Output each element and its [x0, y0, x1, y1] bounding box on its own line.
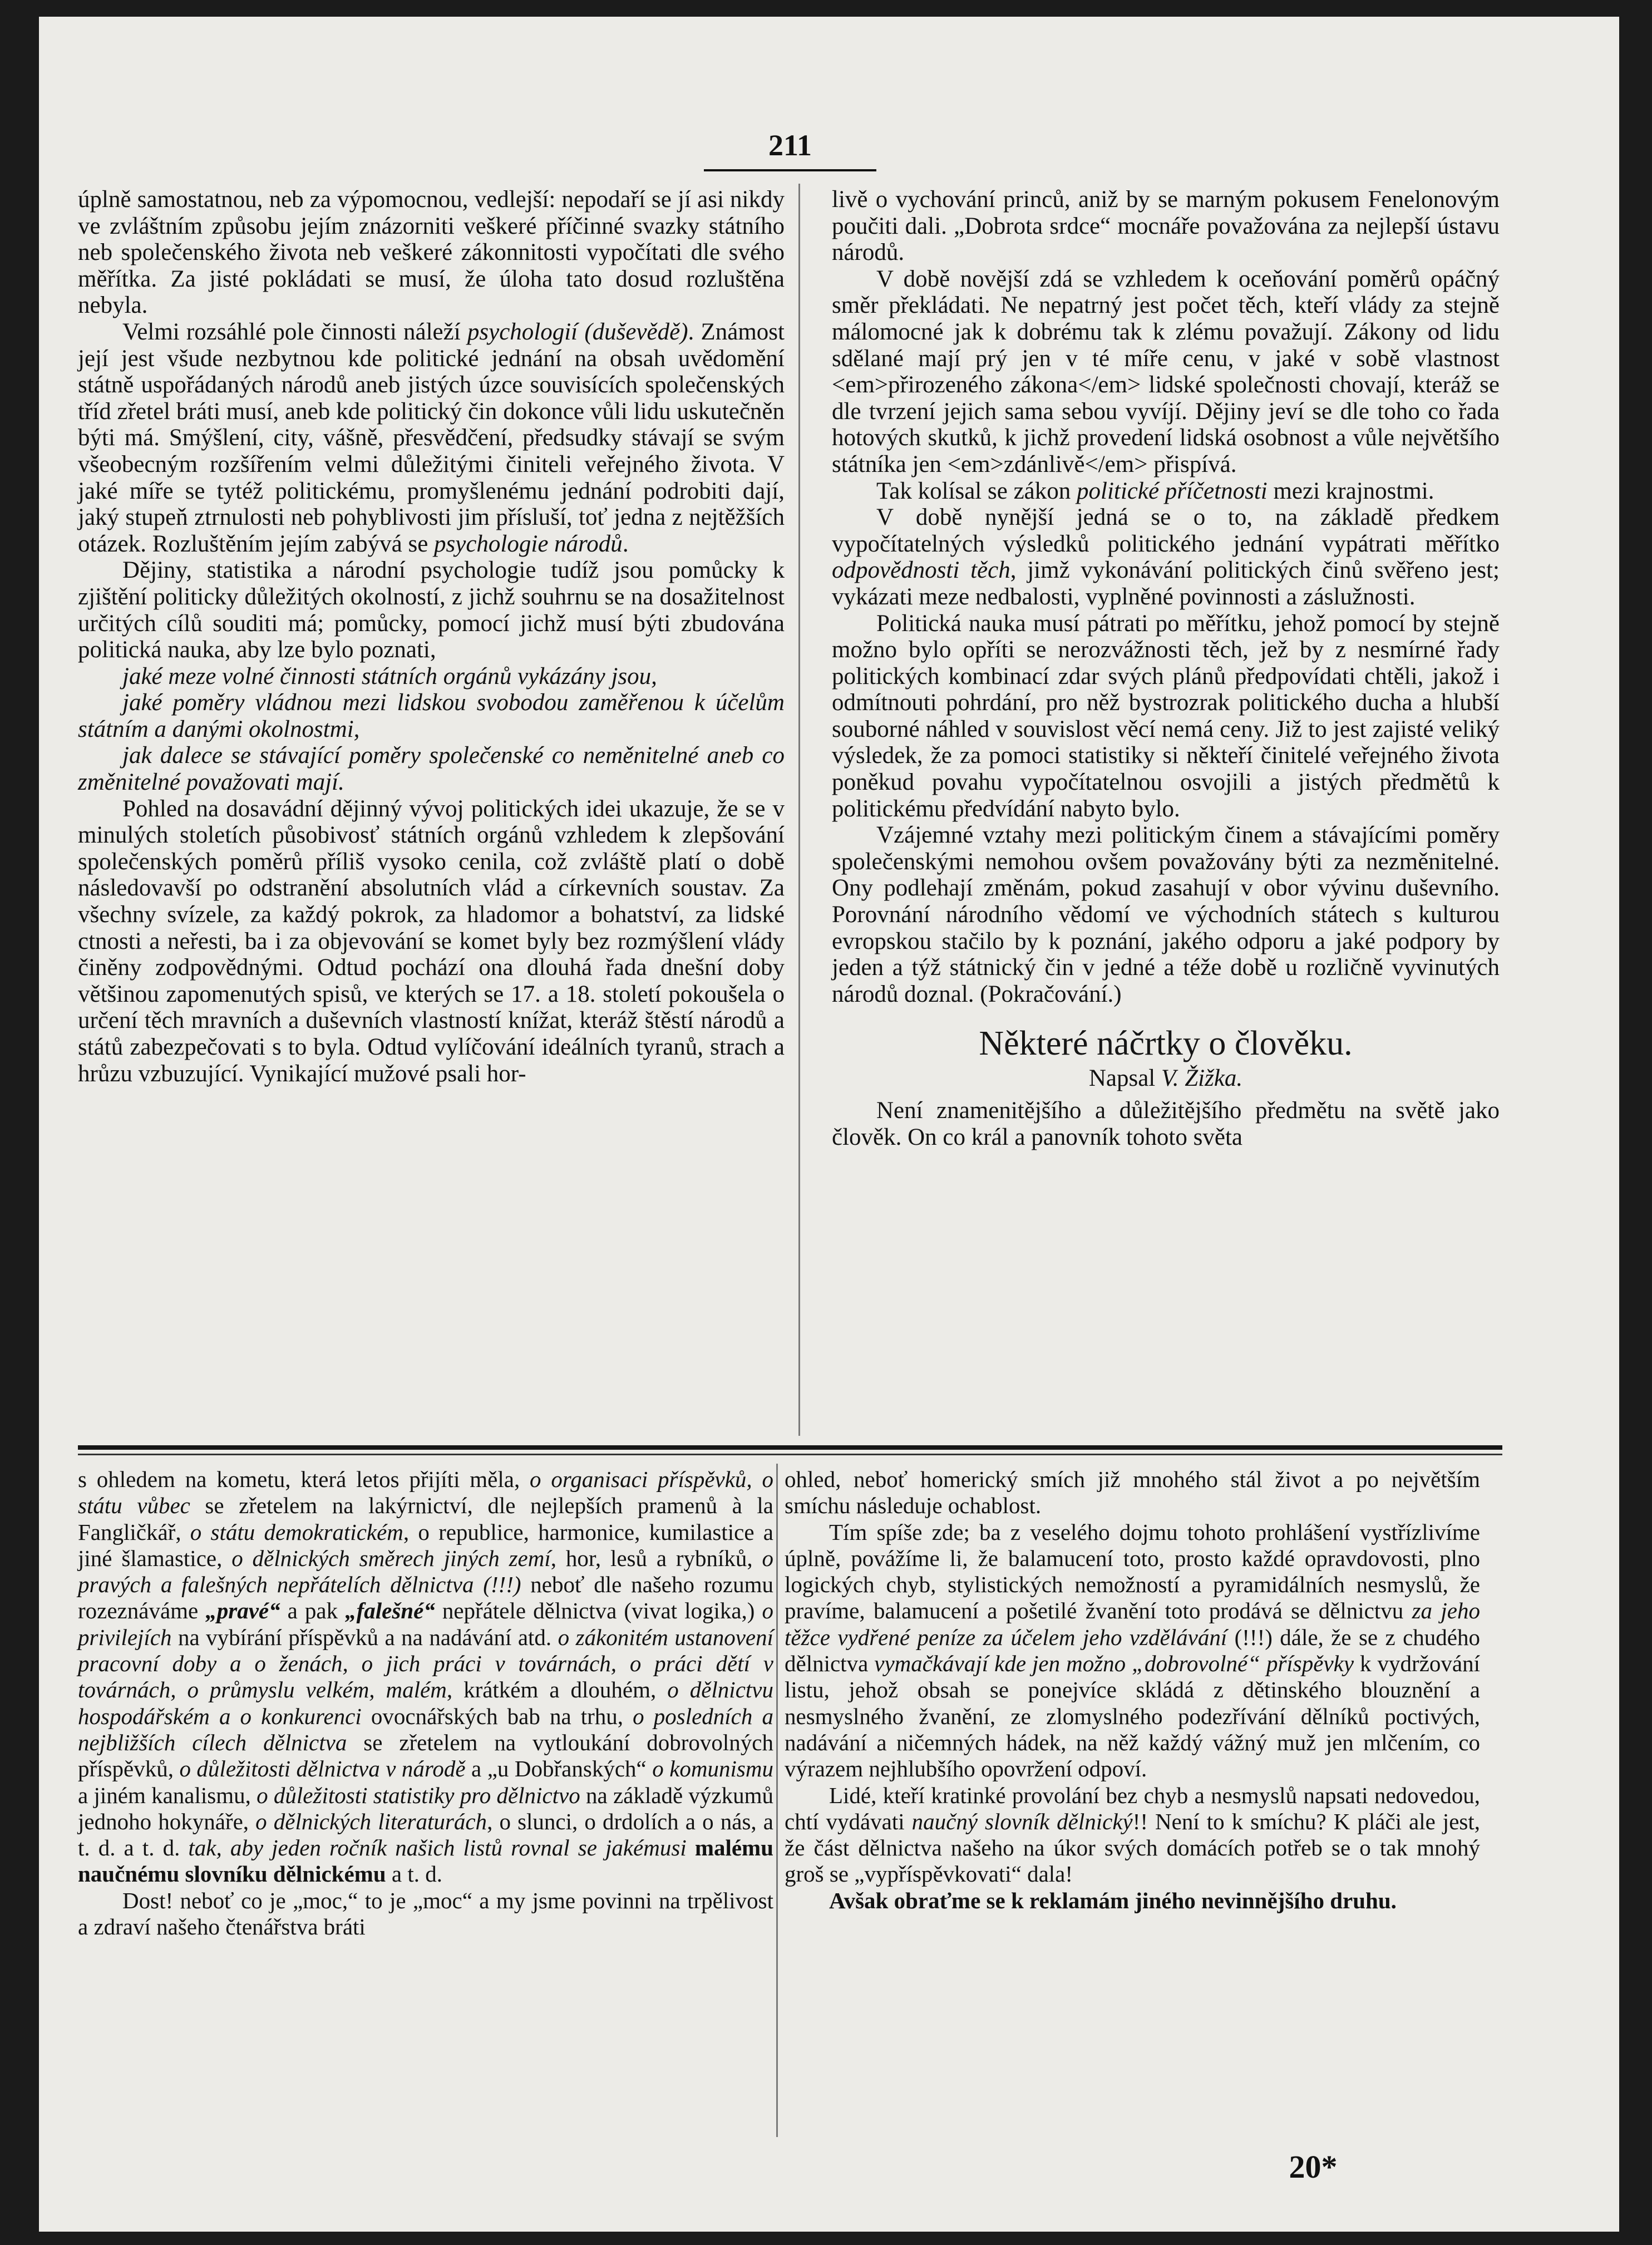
- section-byline: Napsal V. Žižka.: [1088, 1065, 1243, 1092]
- bottom-left-column: [78, 1466, 773, 1940]
- paragraph: Velmi rozsáhlé pole činnosti náleží psychologií (duševědě). Známost její jest všude nezbytnou kde politické jednání na obsah uvědomění státně uspořádaných národů aneb jistých úzce souvisících společenských tříd zřetel bráti musí, aneb kde politický čin dokonce vůli lidu uskutečněn býti má. Smýšlení, city, vášně, přesvědčení, předsudky stávají se svým všeobecným rozšířením velmi důležitými činiteli veřejného života. V jaké míře se tytéž politickému, promyšlenému jednání podrobiti dají, jaký stupeň ztrnulosti neb pohyblivosti jim přísluší, toť jedna z nejtěžších otázek. Rozluštěním jejím zabývá se psychologie národů.: [78, 318, 785, 557]
- section-intro: Není znamenitějšího a důležitějšího předmětu na světě jako člověk. On co král a panovník tohoto světa: [832, 1097, 1500, 1150]
- page-number: 211: [768, 129, 812, 162]
- paragraph: Avšak obraťme se k reklamám jiného nevinnějšího druhu.: [829, 1887, 1397, 1913]
- newspaper-page: [39, 17, 1619, 2232]
- paragraph: V době nynější jedná se o to, na základě předkem vypočítatelných výsledků politického jednání vypátrati měřítko odpovědnosti těch, jimž vykonávání politických činů svěřeno jest; vykázati meze nedbalosti, vyplněné povinnosti a záslužnosti.: [832, 504, 1500, 610]
- signature-mark: 20*: [1289, 2149, 1338, 2185]
- paragraph: Tím spíše zde; ba z veselého dojmu tohoto prohlášení vystřízlivíme úplně, povážíme li, že balamucení toto, prosto každé opravdovosti, plno logických chyb, stylistických nemožností a pyramidálních nesmyslů, že pravíme, balamucení a pošetilé žvanění toto prodává se dělnictvu za jeho těžce vydřené peníze za účelem jeho vzdělávání (!!!) dále, že se z chudého dělnictva vymačkávají kde jen možno „dobrovolné“ příspěvky k vydržování listu, jehož obsah se ponejvíce skládá z dětinského blouznění a nesmyslného žvanění, ze zlomyslného podezřívání dělníků poctivých, nadávání a ničemných hádek, na něž každý vážný muž jen mlčením, co výrazem nejhlubšího opovržení odpoví.: [785, 1519, 1481, 1782]
- paragraph: Dějiny, statistika a národní psychologie tudíž jsou pomůcky k zjištění politicky důležitých okolností, z jichž souhrnu se na dosažitelnost určitých cílů souditi má; pomůcky, pomocí jichž musí býti zbudována politická nauka, aby lze bylo poznati,: [78, 557, 785, 663]
- paragraph: jaké meze volné činnosti státních orgánů vykázány jsou,: [122, 663, 657, 690]
- paragraph: Dost! neboť co je „moc,“ to je „moc“ a my jsme povinni na trpělivost a zdraví našeho čtenářstva bráti: [78, 1887, 773, 1940]
- page-number-rule: [704, 169, 876, 171]
- bottom-right-column: [785, 1466, 1480, 1914]
- section-title: Některé náčrtky o člověku.: [979, 1025, 1353, 1063]
- column-divider-bottom: [776, 1464, 778, 2137]
- paragraph: livě o vychování princů, aniž by se marným pokusem Fenelonovým poučiti dali. „Dobrota srdce“ mocnáře považována za nejlepší ústavu národů.: [832, 186, 1500, 266]
- paragraph: Pohled na dosavádní dějinný vývoj politických idei ukazuje, že se v minulých stoletích působivosť státních orgánů vzhledem k zlepšování společenských poměrů příliš vysoko cenila, což zvláště platí o době následovavší po odstranění absolutních vlád a církevních soustav. Za všechny svízele, za každý pokrok, za hladomor a bohatství, za lidské ctnosti a neřesti, ba i za objevování se komet byly bez rozmýšlení vlády činěny zodpovědnými. Odtud pochází ona dlouhá řada dnešní doby většinou zapomenutých spisů, ve kterých se 17. a 18. století pokoušela o určení těch mravních a duševních vlastností knížat, kteráž štěstí národů a států zabezpečovati s to byla. Odtud vylíčování ideálních tyranů, strach a hrůzu vzbuzující. Vynikající mužové psali hor-: [78, 795, 785, 1087]
- column-divider: [798, 184, 800, 1436]
- paragraph: jak dalece se stávající poměry společenské co neměnitelné aneb co změnitelné považovati mají.: [78, 742, 785, 796]
- paragraph: úplně samostatnou, neb za výpomocnou, vedlejší: nepodaří se jí asi nikdy ve zvláštním způsobu jejím znázorniti veškeré příčinné svazky státního neb společenského života neb veškeré zákonnitosti vypočítati dle svého měřítka. Za jisté pokládati se musí, že úloha tato dosud rozluštěna nebyla.: [78, 186, 785, 319]
- section-divider-thick: [78, 1445, 1502, 1450]
- top-right-paragraphs: [832, 186, 1500, 1007]
- top-right-column: [832, 186, 1500, 1150]
- paragraph: Lidé, kteří kratinké provolání bez chyb a nesmyslů napsati nedovedou, chtí vydávati naučný slovník dělnický!! Není to k smíchu? K pláči ale jest, že část dělnictva našeho na úkor svých domácích potřeb se o tak mnohý groš se „vypříspěvkovati“ dala!: [785, 1782, 1480, 1887]
- paragraph: Vzájemné vztahy mezi politickým činem a stávajícími poměry společenskými nemohou ovšem považovány býti za nezměnitelné. Ony podlehají změnám, pokud zasahují v obor vývinu duševního. Porovnání národního vědomí ve východních státech s kulturou evropskou stačilo by k poznání, jakého odporu a jaké podpory by jeden a týž státnický čin v jedné a téže době u rozličně vyvinutých národů doznal. (Pokračování.): [832, 822, 1500, 1007]
- paragraph: V době novější zdá se vzhledem k oceňování poměrů opáčný směr překládati. Ne nepatrný jest počet těch, kteří vlády za stejně málomocné jak k dobrému tak k zlému považují. Zákony od lidu sdělané mají prý jen v té míře cenu, v jaké v sobě vlastnost <em>přirozeného zákona</em> lidské společnosti chovají, kteráž se dle tvrzení jejich sama sebou vyvíjí. Dějiny jeví se dle toho co řada hotových skutků, k jichž provedení lidská osobnost a vůle největšího státníka jen <em>zdánlivě</em> přispívá.: [832, 265, 1500, 477]
- paragraph: ohled, neboť homerický smích již mnohého stál život a po největším smíchu následuje ochablost.: [785, 1466, 1480, 1519]
- paragraph: jaké poměry vládnou mezi lidskou svobodou zaměřenou k účelům státním a danými okolnostmi,: [78, 690, 785, 742]
- section-divider-thin: [78, 1454, 1502, 1455]
- paragraph: s ohledem na kometu, která letos přijíti měla, o organisaci příspěvků, o státu vůbec se zřetelem na lakýrnictví, dle nejlepších pramenů à la Fangličkář, o státu demokratickém, o republice, harmonice, kumilastice a jiné šlamastice, o dělnických směrech jiných zemí, hor, lesů a rybníků, o pravých a falešných nepřátelích dělnictva (!!!) neboť dle našeho rozumu rozeznáváme „pravé“ a pak „falešné“ nepřátele dělnictva (vivat logika,) o privilejích na vybírání příspěvků a na nadávání atd. o zákonitém ustanovení pracovní doby a o ženách, o jich práci v továrnách, o práci dětí v továrnách, o průmyslu velkém, malém, krátkém a dlouhém, o dělnictvu hospodářském a o konkurenci ovocnářských bab na trhu, o posledních a nejbližších cílech dělnictva se zřetelem na vytloukání dobrovolných příspěvků, o důležitosti dělnictva v národě a „u Dobřanských“ o komunismu a jiném kanalismu, o důležitosti statistiky pro dělnictvo na základě výzkumů jednoho hokynáře, o dělnických literaturách, o slunci, o drdolích a o nás, a t. d. a t. d. tak, aby jeden ročník našich listů rovnal se jakémusi malému naučnému slovníku dělnickému a t. d.: [78, 1466, 774, 1887]
- paragraph: Tak kolísal se zákon politické příčetnosti mezi krajnostmi.: [876, 477, 1434, 504]
- top-left-column: [78, 186, 785, 1087]
- paragraph: Politická nauka musí pátrati po měřítku, jehož pomocí by stejně možno bylo opříti se nerozvážnosti těch, jež by z nesmírné řady politických kombinací zdar svých plánů předpovídati chtěli, jakož i odmítnouti pohrdání, pro něž bystrozrak politického ducha a hlubší souborné náhled v souvislost věcí nemá ceny. Již to jest zajisté veliký výsledek, že za pomoci statistiky si někteří činitelé veřejného života poněkud povahu vypočítatelnou osvojili a jistých předmětů k politickému předvídání nabyto bylo.: [832, 610, 1500, 822]
